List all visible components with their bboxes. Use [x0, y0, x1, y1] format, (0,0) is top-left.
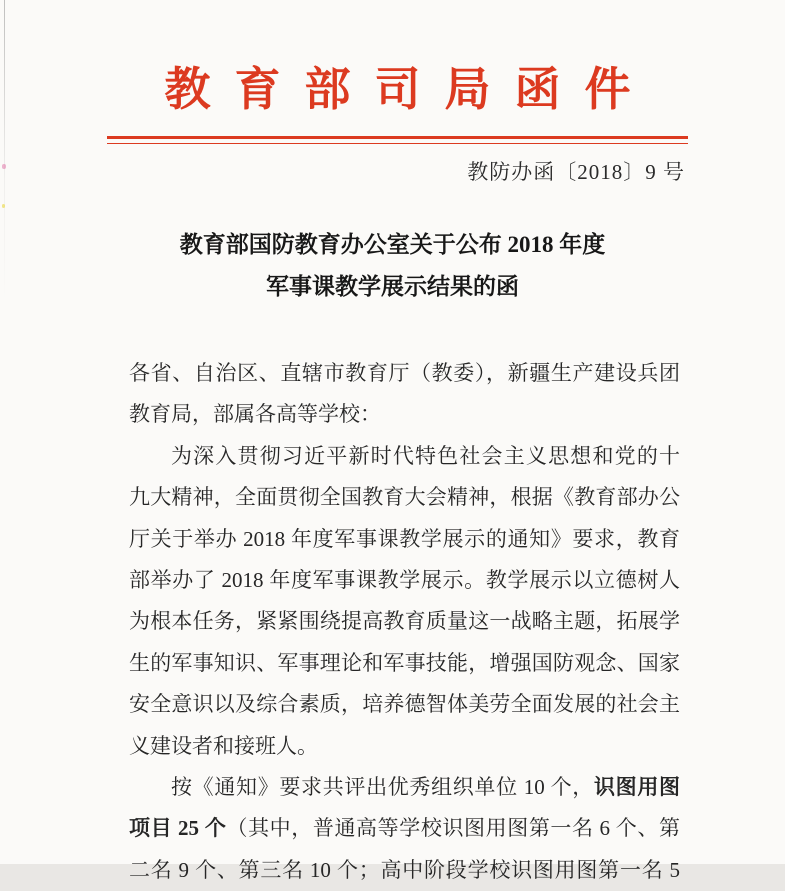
- body-line: [129, 767, 680, 808]
- document-title-line1: 教育部国防教育办公室关于公布 2018 年度: [179, 232, 606, 257]
- body-text: 各省、自治区、直辖市教育厅（教委），新疆生产建设兵团: [129, 361, 680, 385]
- body-line: [129, 394, 680, 435]
- body-line: [129, 436, 680, 477]
- body-text: 安全意识以及综合素质，培养德智体美劳全面发展的社会主: [129, 692, 680, 717]
- body-text: 九大精神，全面贯彻全国教育大会精神，根据《教育部办公: [129, 485, 680, 510]
- body-line: [129, 477, 680, 518]
- body-text: 义建设者和接班人。: [129, 733, 318, 758]
- body-line: [129, 643, 680, 684]
- body-line: [129, 560, 680, 601]
- body-text: 教育局，部属各高等学校：: [129, 402, 381, 427]
- letterhead-title: [107, 62, 688, 118]
- body-line: [129, 808, 680, 849]
- body-text: 为根本任务，紧紧围绕提高教育质量这一战略主题，拓展学: [129, 609, 680, 634]
- scan-speck-artifact: [2, 164, 6, 169]
- body-text: 二名 9 个、第三名 10 个；高中阶段学校识图用图第一名 5: [129, 857, 680, 882]
- document-body: [129, 353, 680, 891]
- body-text-bold: 识图用图: [593, 774, 681, 799]
- body-text: 为深入贯彻习近平新时代特色社会主义思想和党的十: [171, 443, 680, 468]
- body-text: （其中，普通高等学校识图用图第一名 6 个、第: [226, 816, 681, 841]
- body-text: 厅关于举办 2018 年度军事课教学展示的通知》要求，教育: [129, 526, 680, 551]
- document-title: [0, 224, 785, 308]
- body-text: 按《通知》要求共评出优秀组织单位 10 个，: [171, 774, 594, 799]
- document-number: 教防办函〔2018〕9 号: [467, 160, 685, 184]
- body-line: [129, 601, 680, 642]
- body-text: 生的军事知识、军事理论和军事技能，增强国防观念、国家: [129, 650, 680, 675]
- body-line: [129, 850, 680, 891]
- letterhead-text: 教育部司局函件: [164, 64, 655, 115]
- body-line: [129, 726, 680, 767]
- body-line: [129, 353, 680, 394]
- body-line: [129, 519, 680, 560]
- body-line: [129, 684, 680, 725]
- document-title-line2: 军事课教学展示结果的函: [266, 274, 519, 299]
- body-text: 部举办了 2018 年度军事课教学展示。教学展示以立德树人: [129, 567, 680, 592]
- letterhead-divider-rule: [107, 136, 688, 144]
- scan-speck-artifact: [2, 204, 5, 208]
- body-text-bold: 项目 25 个: [129, 816, 227, 841]
